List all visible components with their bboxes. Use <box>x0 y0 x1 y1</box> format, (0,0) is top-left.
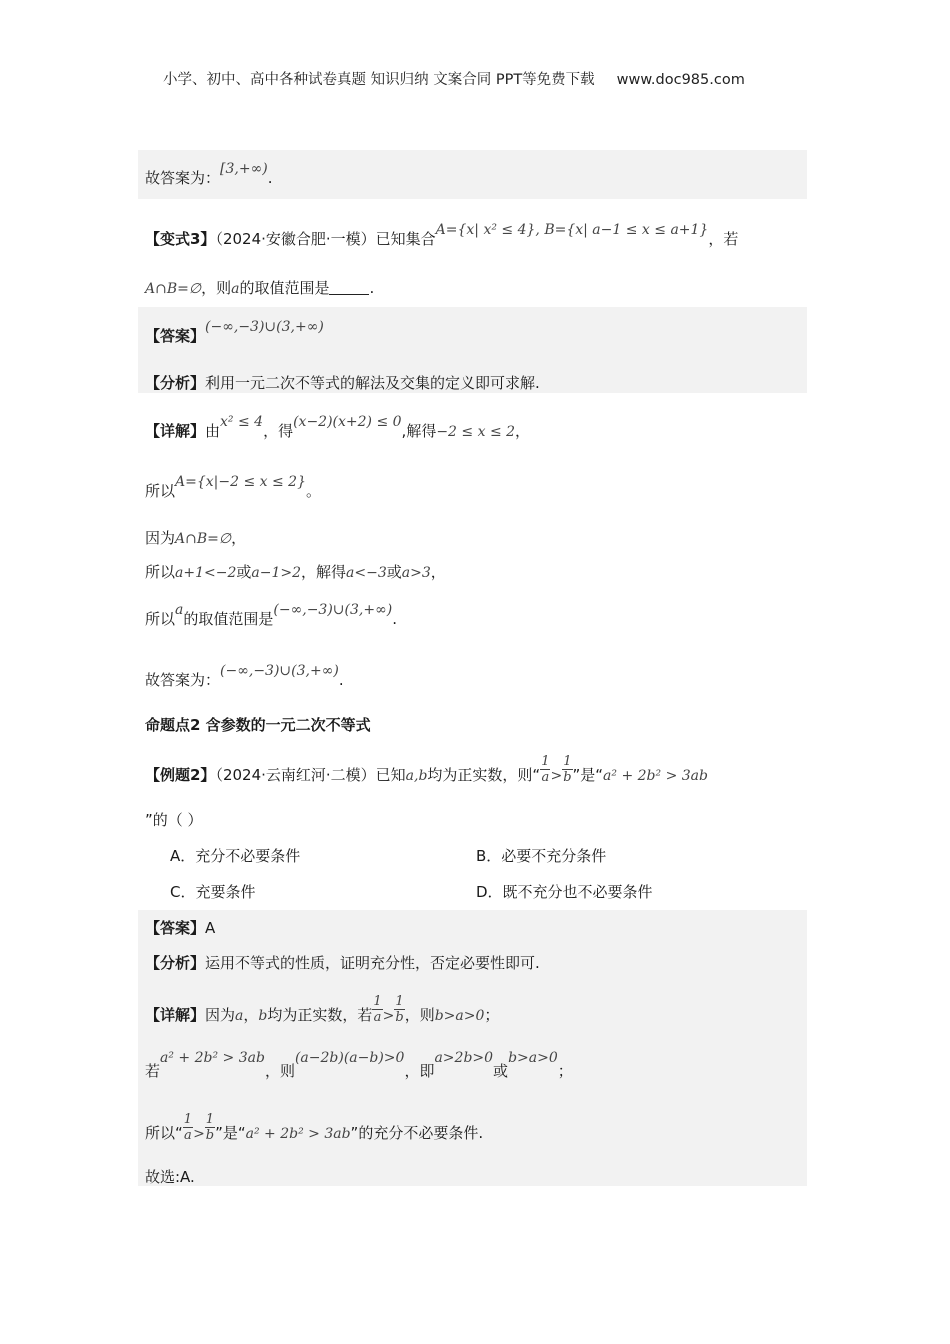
fraction-1-over-a: $\frac{1}{a}$ <box>373 994 382 1025</box>
detail1-line4: 所以a+1<−2或a−1>2，解得a<−3或a>3， <box>145 563 446 581</box>
example2-line2: ”的（ ） <box>145 811 203 829</box>
fraction-1-over-a: $\frac{1}{a}$ <box>183 1112 193 1143</box>
detail1-line2: 所以A={x|−2 ≤ x ≤ 2}。 <box>145 474 322 500</box>
variant3-sets-math: A={x| x² ≤ 4}, B={x| a−1 ≤ x ≤ a+1} <box>435 222 709 238</box>
answer1-math: (−∞,−3)∪(3,+∞) <box>205 319 324 335</box>
detail2-line4: 故选:A. <box>145 1168 195 1186</box>
analysis1-line: 【分析】利用一元二次不等式的解法及交集的定义即可求解. <box>145 374 540 392</box>
detail1-line5: 所以a的取值范围是(−∞,−3)∪(3,+∞). <box>145 602 397 628</box>
option-c[interactable]: C．充要条件 <box>170 883 256 901</box>
analysis1-label: 【分析】 <box>145 374 206 392</box>
top-answer-math: [3,+∞) <box>220 161 268 177</box>
option-d[interactable]: D．既不充分也不必要条件 <box>476 883 653 901</box>
answer2-label: 【答案】 <box>145 919 206 937</box>
fraction-1-over-b: $\frac{1}{b}$ <box>395 994 404 1025</box>
example2-tag: 【例题2】 <box>145 766 216 784</box>
detail1-line1: 【详解】由x² ≤ 4，得(x−2)(x+2) ≤ 0,解得−2 ≤ x ≤ 2， <box>145 414 531 440</box>
detail1-line3: 因为A∩B=∅， <box>145 529 247 547</box>
analysis2-line: 【分析】运用不等式的性质，证明充分性，否定必要性即可. <box>145 954 540 972</box>
header-text: 小学、初中、高中各种试卷真题 知识归纳 文案合同 PPT等免费下载 <box>163 72 595 88</box>
detail1-line6: 故答案为：(−∞,−3)∪(3,+∞). <box>145 663 344 689</box>
answer2-line: 【答案】A <box>145 919 216 937</box>
detail1-label: 【详解】 <box>145 422 206 440</box>
analysis2-label: 【分析】 <box>145 954 206 972</box>
top-answer-line: 故答案为：[3,+∞). <box>145 161 273 187</box>
detail2-line1: 【详解】因为a，b均为正实数，若 $\frac{1}{a}$ > $\frac{1}{b}$ ，则b>a>0； <box>145 994 500 1025</box>
page-header <box>163 68 745 89</box>
fraction-1-over-b: $\frac{1}{b}$ <box>205 1112 215 1143</box>
answer1-label: 【答案】 <box>145 327 206 345</box>
answer-blank <box>329 280 369 295</box>
option-b[interactable]: B．必要不充分条件 <box>476 847 607 865</box>
variant3-line2: A∩B=∅，则a的取值范围是 . <box>145 279 375 297</box>
variant3-tag: 【变式3】 <box>145 230 216 248</box>
section-title: 命题点2 含参数的一元二次不等式 <box>145 716 371 734</box>
fraction-1-over-a: $\frac{1}{a}$ <box>541 754 550 785</box>
option-a[interactable]: A．充分不必要条件 <box>170 847 301 865</box>
detail2-line2: 若a² + 2b² > 3ab，则(a−2b)(a−b)>0，即a>2b>0或b>a>0； <box>145 1050 573 1080</box>
header-url[interactable]: www.doc985.com <box>616 72 745 88</box>
answer1-line <box>145 319 324 346</box>
example2-line1: 【例题2】（2024·云南红河·二模）已知a,b均为正实数，则“ $\frac{1}{a}$ > $\frac{1}{b}$ ”是“a² + 2b² > 3ab <box>145 754 708 785</box>
variant3-line1: 【变式3】（2024·安徽合肥·一模）已知集合A={x| x² ≤ 4}, B={x| a−1 ≤ x ≤ a+1}，若 <box>145 222 739 248</box>
detail2-line3: 所以“ $\frac{1}{a}$ > $\frac{1}{b}$ ”是“a² + 2b² > 3ab”的充分不必要条件. <box>145 1112 484 1143</box>
detail2-label: 【详解】 <box>145 1006 206 1024</box>
fraction-1-over-b: $\frac{1}{b}$ <box>563 754 572 785</box>
